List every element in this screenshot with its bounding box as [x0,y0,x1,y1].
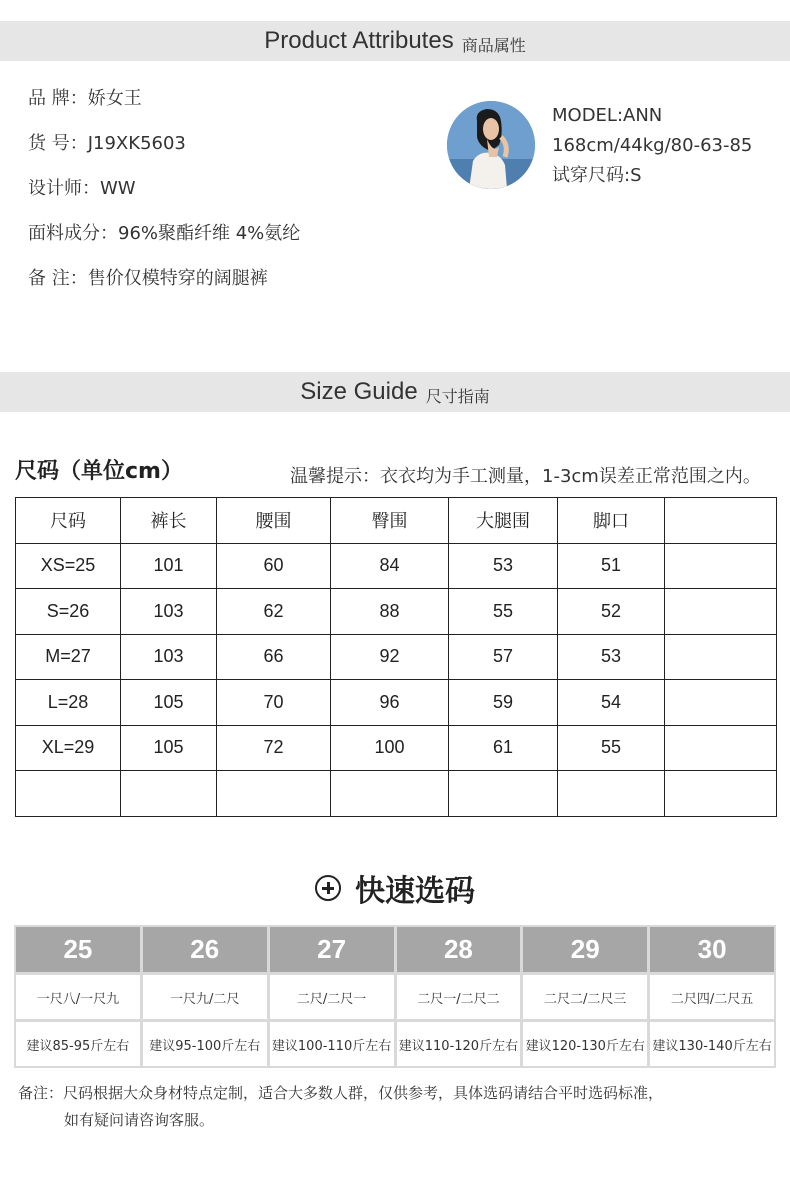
table-cell: 59 [449,680,558,726]
table-cell: 54 [558,680,665,726]
header-size: 尺码 [16,498,121,544]
table-cell [16,771,121,817]
table-cell: 84 [331,543,449,589]
quick-select-header [0,866,790,910]
attribute-designer: 设计师：WW [28,178,136,199]
table-cell: 52 [558,589,665,635]
quick-length-30: 二尺四/二尺五 [650,975,774,1019]
quick-weight-30: 建议130-140斤左右 [650,1022,774,1066]
table-cell: 103 [121,589,217,635]
table-cell: XL=29 [16,725,121,771]
table-cell [331,771,449,817]
quick-weight-25: 建议85-95斤左右 [16,1022,140,1066]
table-cell: 61 [449,725,558,771]
quick-size-27: 27 [270,927,394,972]
table-cell: 96 [331,680,449,726]
attributes-title-en: Product Attributes [264,27,454,54]
attribute-fabric: 面料成分：96%聚酯纤维 4%氨纶 [28,223,301,244]
table-cell: 101 [121,543,217,589]
note-line-1: 备注：尺码根据大众身材特点定制，适合大多数人群，仅供参考，具体选码请结合平时选码标准， [18,1084,664,1102]
size-guide-title-en: Size Guide [300,378,418,405]
quick-weight-27: 建议100-110斤左右 [270,1022,394,1066]
table-cell: 72 [217,725,331,771]
size-guide-title-zh: 尺寸指南 [425,386,490,406]
table-cell: 53 [558,634,665,680]
table-cell [449,771,558,817]
size-guide-section-header [0,372,790,412]
model-avatar [447,101,535,189]
table-cell: 103 [121,634,217,680]
table-cell [665,589,777,635]
table-cell [665,771,777,817]
table-cell: M=27 [16,634,121,680]
header-empty [665,498,777,544]
header-waist: 腰围 [217,498,331,544]
quick-weight-29: 建议120-130斤左右 [523,1022,647,1066]
table-cell: 55 [449,589,558,635]
measurement-tip: 温馨提示：衣衣均为手工测量，1-3cm误差正常范围之内。 [290,466,761,487]
quick-select-title: 快速选码 [355,874,475,909]
quick-length-27: 二尺/二尺一 [270,975,394,1019]
quick-size-26: 26 [143,927,267,972]
table-cell [665,725,777,771]
header-hem: 脚口 [558,498,665,544]
model-name: MODEL:ANN [552,105,663,126]
size-table [15,497,777,817]
table-cell: XS=25 [16,543,121,589]
table-cell: S=26 [16,589,121,635]
note-line-2: 如有疑问请咨询客服。 [64,1111,215,1129]
table-cell: 105 [121,725,217,771]
table-cell: 53 [449,543,558,589]
table-cell [121,771,217,817]
attributes-title-zh: 商品属性 [461,35,526,55]
header-thigh: 大腿围 [449,498,558,544]
quick-size-29: 29 [523,927,647,972]
table-row [16,589,777,635]
table-cell: 105 [121,680,217,726]
table-row [16,634,777,680]
table-cell: 55 [558,725,665,771]
table-cell: 100 [331,725,449,771]
table-cell: 70 [217,680,331,726]
table-row [16,771,777,817]
model-trial-size: 试穿尺码:S [552,165,642,186]
table-cell: 66 [217,634,331,680]
quick-length-29: 二尺二/二尺三 [523,975,647,1019]
quick-weight-26: 建议95-100斤左右 [143,1022,267,1066]
attributes-section-header [0,21,790,61]
quick-length-28: 二尺一/二尺二 [397,975,521,1019]
attribute-item-number: 货 号：J19XK5603 [28,133,186,154]
table-cell [665,543,777,589]
table-cell: 51 [558,543,665,589]
plus-circle-icon [315,875,341,901]
quick-size-28: 28 [397,927,521,972]
attribute-brand: 品 牌：娇女王 [28,88,142,109]
table-cell [665,680,777,726]
quick-size-25: 25 [16,927,140,972]
attribute-remark: 备 注：售价仅模特穿的阔腿裤 [28,268,268,289]
size-table-header-row [16,498,777,544]
table-cell: 88 [331,589,449,635]
table-cell: L=28 [16,680,121,726]
table-cell: 60 [217,543,331,589]
model-measurements: 168cm/44kg/80-63-85 [552,135,753,156]
table-cell [665,634,777,680]
table-row [16,725,777,771]
size-table-title: 尺码（单位cm） [15,459,183,484]
header-hip: 臀围 [331,498,449,544]
table-row [16,543,777,589]
quick-select-grid [14,925,776,1068]
table-cell [558,771,665,817]
quick-size-30: 30 [650,927,774,972]
quick-length-25: 一尺八/一尺九 [16,975,140,1019]
table-cell: 92 [331,634,449,680]
quick-weight-28: 建议110-120斤左右 [397,1022,521,1066]
quick-length-26: 一尺九/二尺 [143,975,267,1019]
table-cell: 62 [217,589,331,635]
table-cell [217,771,331,817]
table-row [16,680,777,726]
header-pants-length: 裤长 [121,498,217,544]
table-cell: 57 [449,634,558,680]
